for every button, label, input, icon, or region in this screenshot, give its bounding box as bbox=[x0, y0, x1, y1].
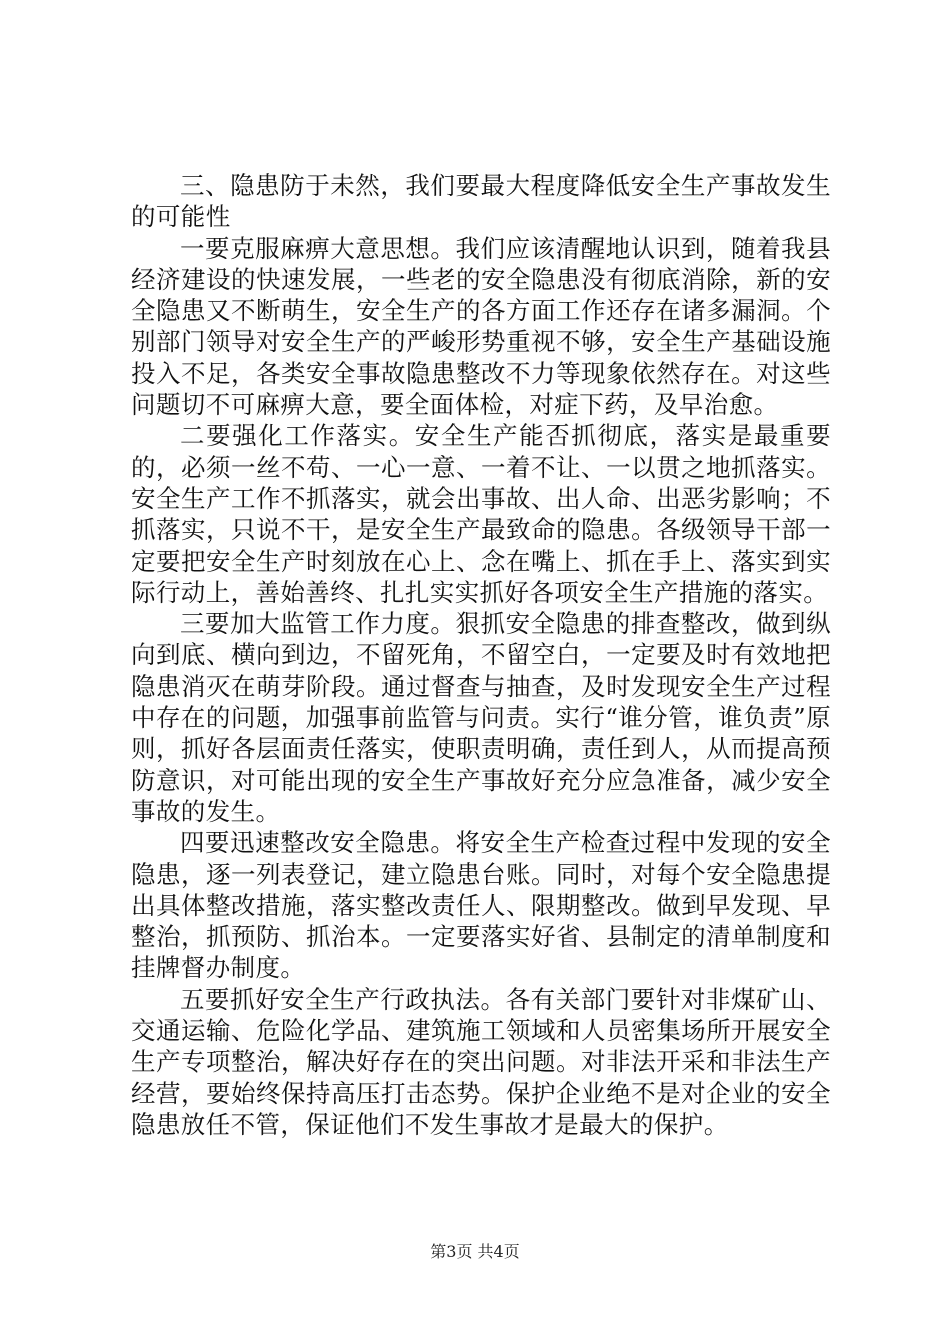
section-heading: 三、隐患防于未然，我们要最大程度降低安全生产事故发生的可能性 bbox=[131, 171, 831, 232]
paragraph: 一要克服麻痹大意思想。我们应该清醒地认识到，随着我县经济建设的快速发展，一些老的安全隐患没有彻底消除，新的安全隐患又不断萌生，安全生产的各方面工作还存在诸多漏洞。个别部门领导对安全生产的严峻形势重视不够，安全生产基础设施投入不足，各类安全事故隐患整改不力等现象依然存在。对这些问题切不可麻痹大意，要全面体检，对症下药，及早治愈。 bbox=[131, 233, 831, 420]
paragraph: 二要强化工作落实。安全生产能否抓彻底，落实是最重要的，必须一丝不苟、一心一意、一着不让、一以贯之地抓落实。安全生产工作不抓落实，就会出事故、出人命、出恶劣影响；不抓落实，只说不干，是安全生产最致命的隐患。各级领导干部一定要把安全生产时刻放在心上、念在嘴上、抓在手上、落实到实际行动上，善始善终、扎扎实实抓好各项安全生产措施的落实。 bbox=[131, 421, 831, 607]
page-number-footer: 第3页 共4页 bbox=[430, 1242, 520, 1261]
document-body bbox=[131, 170, 831, 1140]
paragraph: 四要迅速整改安全隐患。将安全生产检查过程中发现的安全隐患，逐一列表登记，建立隐患台账。同时，对每个安全隐患提出具体整改措施，落实整改责任人、限期整改。做到早发现、早整治，抓预防、抓治本。一定要落实好省、县制定的清单制度和挂牌督办制度。 bbox=[131, 828, 831, 983]
paragraph: 三要加大监管工作力度。狠抓安全隐患的排查整改，做到纵向到底、横向到边，不留死角，不留空白，一定要及时有效地把隐患消灭在萌芽阶段。通过督查与抽查，及时发现安全生产过程中存在的问题，加强事前监管与问责。实行“谁分管，谁负责”原则，抓好各层面责任落实，使职责明确，责任到人，从而提高预防意识，对可能出现的安全生产事故好充分应急准备，减少安全事故的发生。 bbox=[131, 609, 831, 826]
paragraph: 五要抓好安全生产行政执法。各有关部门要针对非煤矿山、交通运输、危险化学品、建筑施工领域和人员密集场所开展安全生产专项整治，解决好存在的突出问题。对非法开采和非法生产经营，要始终保持高压打击态势。保护企业绝不是对企业的安全隐患放任不管，保证他们不发生事故才是最大的保护。 bbox=[131, 984, 831, 1139]
